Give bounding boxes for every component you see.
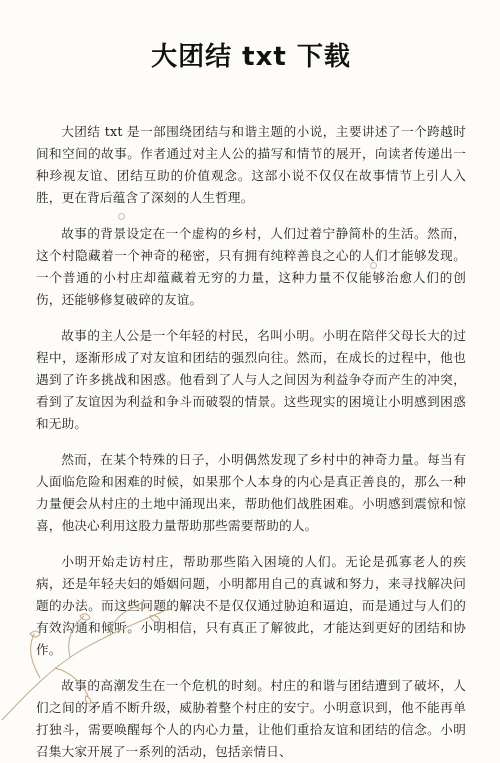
document-title: 大团结 txt 下载 — [151, 42, 351, 72]
document-body — [36, 121, 466, 763]
paragraph: 然而，在某个特殊的日子，小明偶然发现了乡村中的神奇力量。每当有人面临危险和困难的时候，如果那个人本身的内心是真正善良的，那么一种力量便会从村庄的土地中涌现出来，帮助他们战胜困难。小明感到震惊和惊喜，他决心利用这股力量帮助那些需要帮助的人。 — [36, 452, 466, 533]
paragraph: 故事的高潮发生在一个危机的时刻。村庄的和谐与团结遭到了破坏，人们之间的矛盾不断升级，威胁着整个村庄的安宁。小明意识到，他不能再单打独斗，需要唤醒每个人的内心力量，让他们重拾友谊和团结的信念。小明召集大家开展了一系列的活动，包括亲情日、 — [36, 678, 466, 759]
paragraph: 大团结 txt 是一部围绕团结与和谐主题的小说，主要讲述了一个跨越时间和空间的故事。作者通过对主人公的描写和情节的展开，向读者传递出一种珍视友谊、团结互助的价值观念。这部小说不仅仅在故事情节上引人入胜，更在背后蕴含了深刻的人生哲理。 — [36, 124, 466, 205]
paragraph: 小明开始走访村庄，帮助那些陷入困境的人们。无论是孤寡老人的疾病，还是年轻夫妇的婚姻问题，小明都用自己的真诚和努力，来寻找解决问题的办法。而这些问题的解决不是仅仅通过胁迫和逼迫，而是通过与人们的有效沟通和倾听。小明相信，只有真正了解彼此，才能达到更好的团结和协作。 — [36, 554, 466, 657]
paragraph: 故事的主人公是一个年轻的村民，名叫小明。小明在陪伴父母长大的过程中，逐渐形成了对友谊和团结的强烈向往。然而，在成长的过程中，他也遇到了许多挑战和困惑。他看到了人与人之间因为利益争夺而产生的冲突，看到了友谊因为利益和争斗而破裂的情景。这些现实的困境让小明感到困惑和无助。 — [36, 328, 466, 431]
paragraph: 故事的背景设定在一个虚构的乡村，人们过着宁静简朴的生活。然而，这个村隐藏着一个神奇的秘密，只有拥有纯粹善良之心的人们才能够发现。一个普通的小村庄却蕴藏着无穷的力量，这种力量不仅能够治愈人们的创伤，还能够修复破碎的友谊。 — [36, 226, 466, 307]
